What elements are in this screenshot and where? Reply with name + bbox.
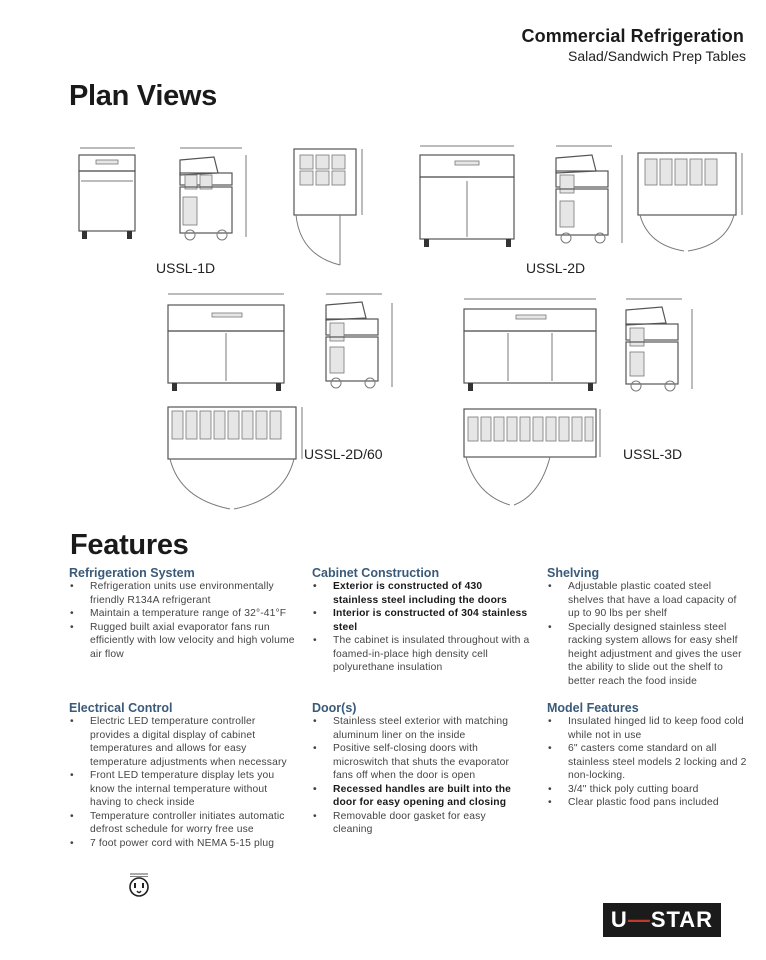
- model-label-ussl-3d: USSL-3D: [623, 446, 683, 462]
- list-item: • Front LED temperature display lets you know the internal temperature without having to check inside: [69, 769, 287, 810]
- ussl-3d-front-view: [464, 299, 596, 391]
- ussl-2d-60-front-view: [168, 294, 284, 391]
- list-item: • Temperature controller initiates automatic defrost schedule for worry free use: [69, 810, 287, 837]
- plan-views-heading: Plan Views: [69, 80, 217, 112]
- ussl-2d-60-top-view: [168, 407, 302, 509]
- list-item: • Insulated hinged lid to keep food cold while not in use: [547, 715, 747, 742]
- electrical-section-title: Electrical Control: [69, 701, 173, 715]
- list-item: • Exterior is constructed of 430 stainless steel including the doors: [312, 580, 530, 607]
- list-item: • Clear plastic food pans included: [547, 796, 747, 810]
- ussl-2d-front-view: [420, 146, 514, 247]
- logo-dash: —: [627, 907, 651, 932]
- ussl-3d-top-view: [464, 409, 600, 505]
- shelving-section: [547, 566, 749, 688]
- list-item: • Refrigeration units use environmentally friendly R134A refrigerant: [69, 580, 301, 607]
- cabinet-list: [312, 580, 530, 675]
- shelving-list: [547, 580, 749, 688]
- ussl-2d-side-view: [556, 146, 622, 243]
- model-features-section: [547, 701, 747, 810]
- document-title: Commercial Refrigeration: [521, 26, 744, 46]
- list-item: • 7 foot power cord with NEMA 5-15 plug: [69, 837, 287, 851]
- cabinet-section: [312, 566, 530, 675]
- list-item: • Adjustable plastic coated steel shelves that have a load capacity of up to 90 lbs per shelf: [547, 580, 749, 621]
- list-item: • Maintain a temperature range of 32°-41°F: [69, 607, 301, 621]
- model-label-ussl-2d: USSL-2D: [526, 260, 586, 276]
- refrigeration-section-title: Refrigeration System: [69, 566, 195, 580]
- model-label-ussl-1d: USSL-1D: [156, 260, 216, 276]
- refrigeration-list: [69, 580, 301, 661]
- doors-section: [312, 701, 522, 837]
- cabinet-section-title: Cabinet Construction: [312, 566, 440, 580]
- doors-list: [312, 715, 522, 837]
- nema-plug-icon: [124, 870, 154, 900]
- logo-left-text: U: [610, 907, 628, 932]
- electrical-section: [69, 701, 287, 850]
- list-item: • Stainless steel exterior with matching aluminum liner on the inside: [312, 715, 522, 742]
- features-heading: Features: [70, 529, 189, 561]
- document-subtitle: Salad/Sandwich Prep Tables: [568, 48, 746, 64]
- model-label-ussl-2d-60: USSL-2D/60: [304, 446, 383, 462]
- list-item: • 6" casters come standard on all stainless steel models 2 locking and 2 non-locking.: [547, 742, 747, 783]
- refrigeration-section: [69, 566, 301, 661]
- doors-section-title: Door(s): [312, 701, 357, 715]
- model-features-list: [547, 715, 747, 810]
- list-item: • Removable door gasket for easy cleaning: [312, 810, 522, 837]
- list-item: • Specially designed stainless steel racking system allows for easy shelf height adjustment and gives the user the ability to slide out the shelf to better reach the food inside: [547, 621, 749, 689]
- list-item: • Electric LED temperature controller provides a digital display of cabinet temperatures and allows for easy temperature adjustments when necessary: [69, 715, 287, 769]
- list-item: • Interior is constructed of 304 stainless steel: [312, 607, 530, 634]
- list-item: • Positive self-closing doors with microswitch that shuts the evaporator fans off when the door is open: [312, 742, 522, 783]
- ussl-1d-top-view: [294, 149, 362, 265]
- list-item: • Rugged built axial evaporator fans run efficiently with low velocity and high volume air flow: [69, 621, 301, 662]
- ussl-3d-side-view: [626, 299, 692, 391]
- ussl-2d-60-side-view: [326, 294, 392, 388]
- model-features-section-title: Model Features: [547, 701, 639, 715]
- ussl-2d-top-view: [638, 153, 742, 251]
- list-item: • Recessed handles are built into the door for easy opening and closing: [312, 783, 522, 810]
- electrical-list: [69, 715, 287, 850]
- shelving-section-title: Shelving: [547, 566, 600, 580]
- list-item: • 3/4" thick poly cutting board: [547, 783, 747, 797]
- logo-right-text: STAR: [650, 907, 714, 932]
- ustar-logo: [603, 903, 721, 937]
- ussl-1d-side-view: [180, 148, 246, 240]
- ussl-1d-front-view: [79, 148, 135, 239]
- list-item: • The cabinet is insulated throughout with a foamed-in-place high density cell polyurethane insulation: [312, 634, 530, 675]
